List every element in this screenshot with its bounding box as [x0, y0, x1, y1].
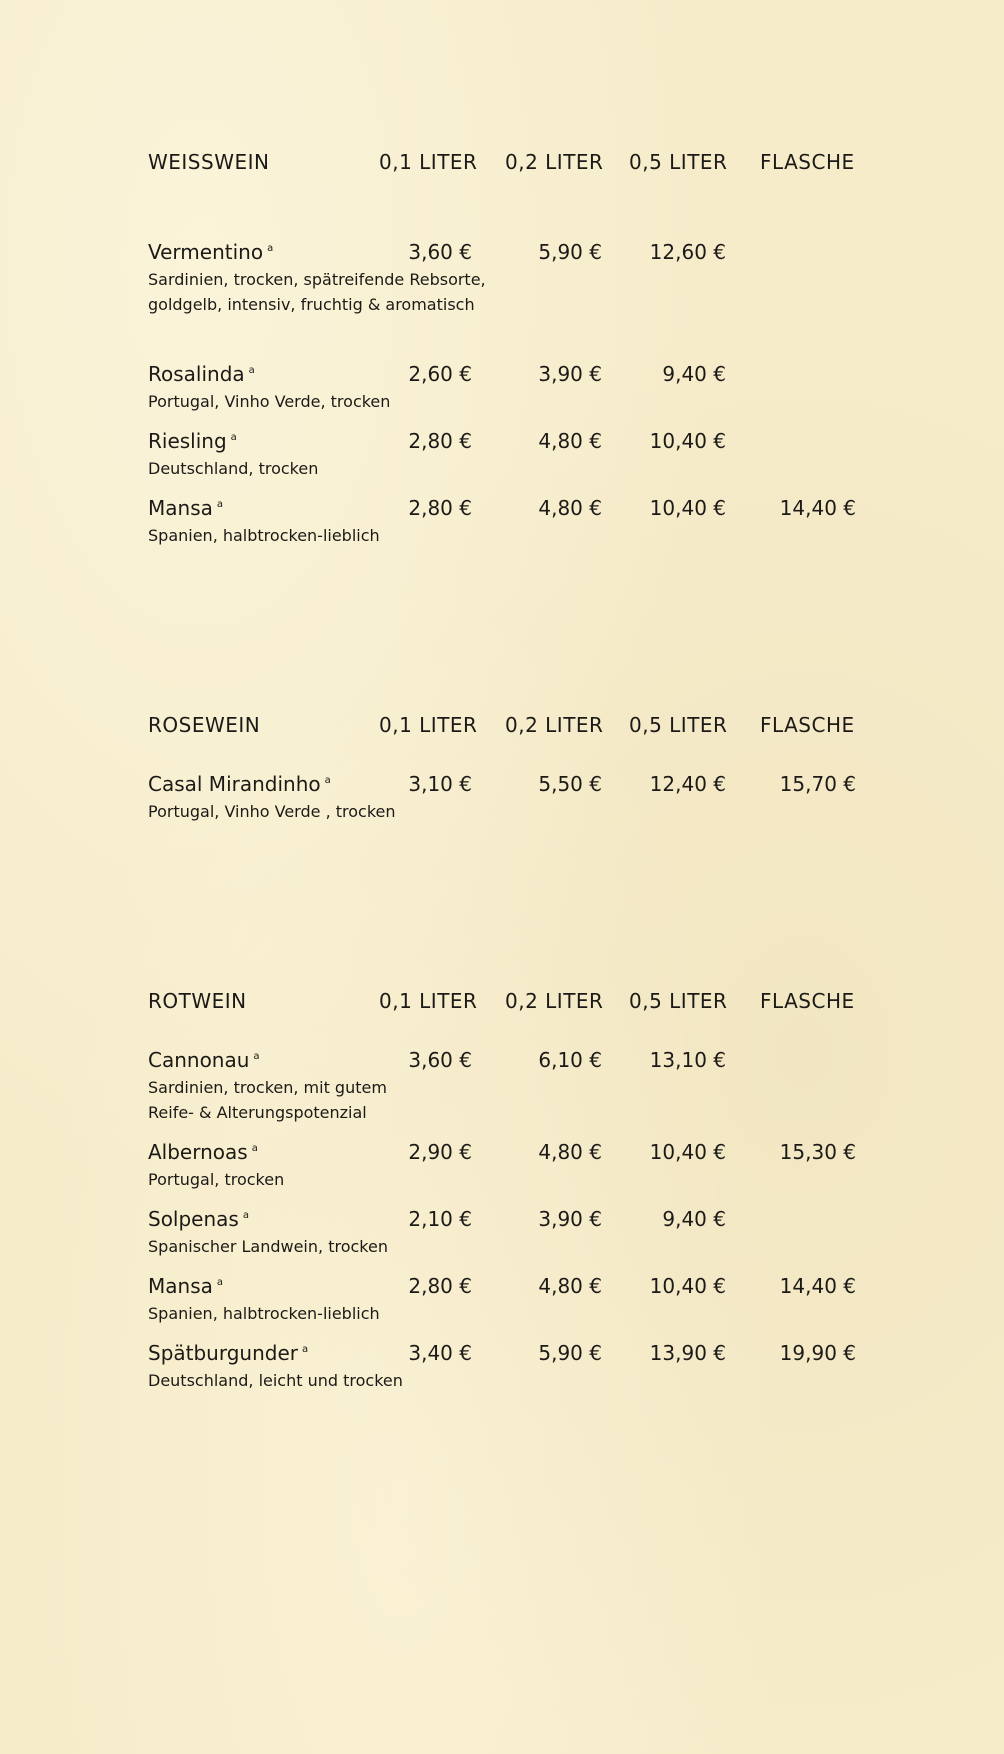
section-header: [148, 989, 860, 1019]
price-0-5-liter: 12,60 €: [649, 240, 726, 264]
footnote-mark: a: [242, 1210, 249, 1222]
column-header-0-2-liter: 0,2 LITER: [505, 989, 604, 1013]
price-flasche: 14,40 €: [779, 1274, 856, 1298]
column-header-0-5-liter: 0,5 LITER: [629, 989, 728, 1013]
footnote-mark: a: [251, 1143, 258, 1155]
price-0-1-liter: 2,80 €: [408, 1274, 472, 1298]
price-0-1-liter: 2,90 €: [408, 1140, 472, 1164]
price-0-1-liter: 3,10 €: [408, 772, 472, 796]
price-0-1-liter: 3,40 €: [408, 1341, 472, 1365]
price-0-1-liter: 2,80 €: [408, 429, 472, 453]
wine-description: Deutschland, leicht und trocken: [148, 1371, 403, 1390]
price-0-2-liter: 4,80 €: [538, 429, 602, 453]
wine-name: Casal Mirandinho $^a$: [148, 772, 331, 796]
price-0-5-liter: 9,40 €: [662, 1207, 726, 1231]
wine-name: Mansa $^a$: [148, 1274, 224, 1298]
section-header: [148, 713, 860, 743]
wine-name: Solpenas $^a$: [148, 1207, 249, 1231]
wine-name: Albernoas $^a$: [148, 1140, 258, 1164]
wine-description: Portugal, Vinho Verde , trocken: [148, 802, 396, 821]
column-header-0-2-liter: 0,2 LITER: [505, 150, 604, 174]
price-0-2-liter: 3,90 €: [538, 362, 602, 386]
price-0-5-liter: 10,40 €: [649, 429, 726, 453]
price-flasche: 14,40 €: [779, 496, 856, 520]
column-header-flasche: FLASCHE: [760, 713, 855, 737]
wine-name: Vermentino $^a$: [148, 240, 274, 264]
price-0-5-liter: 12,40 €: [649, 772, 726, 796]
section-rosewein: [148, 713, 860, 821]
wine-description: Spanien, halbtrocken-lieblich: [148, 1304, 380, 1323]
price-0-2-liter: 5,50 €: [538, 772, 602, 796]
price-0-5-liter: 13,90 €: [649, 1341, 726, 1365]
price-0-5-liter: 10,40 €: [649, 1274, 726, 1298]
price-0-1-liter: 2,10 €: [408, 1207, 472, 1231]
column-header-0-5-liter: 0,5 LITER: [629, 713, 728, 737]
footnote-mark: a: [230, 432, 237, 444]
price-0-2-liter: 4,80 €: [538, 1140, 602, 1164]
wine-name: Riesling $^a$: [148, 429, 237, 453]
price-flasche: 15,70 €: [779, 772, 856, 796]
column-header-0-1-liter: 0,1 LITER: [379, 989, 478, 1013]
column-header-flasche: FLASCHE: [760, 150, 855, 174]
footnote-mark: a: [216, 499, 224, 511]
section-title: WEISSWEIN: [148, 150, 270, 174]
column-header-0-1-liter: 0,1 LITER: [379, 713, 478, 737]
price-0-2-liter: 4,80 €: [538, 1274, 602, 1298]
footnote-mark: a: [267, 243, 274, 255]
price-0-5-liter: 10,40 €: [649, 496, 726, 520]
wine-name: Spätburgunder $^a$: [148, 1341, 309, 1365]
footnote-mark: a: [248, 365, 255, 377]
price-0-1-liter: 2,80 €: [408, 496, 472, 520]
price-0-2-liter: 3,90 €: [538, 1207, 602, 1231]
section-header: [148, 150, 860, 180]
price-0-5-liter: 9,40 €: [662, 362, 726, 386]
wine-name: Mansa $^a$: [148, 496, 224, 520]
wine-description: Sardinien, trocken, spätreifende Rebsorte, goldgelb, intensiv, fruchtig & aromatisch: [148, 270, 486, 314]
wine-name: Cannonau $^a$: [148, 1048, 260, 1072]
price-0-5-liter: 10,40 €: [649, 1140, 726, 1164]
column-header-flasche: FLASCHE: [760, 989, 855, 1013]
section-title: ROSEWEIN: [148, 713, 261, 737]
wine-description: Sardinien, trocken, mit gutem Reife- & Alterungspotenzial: [148, 1078, 387, 1122]
price-0-2-liter: 5,90 €: [538, 240, 602, 264]
footnote-mark: a: [324, 775, 331, 787]
wine-description: Spanien, halbtrocken-lieblich: [148, 526, 380, 545]
price-0-1-liter: 2,60 €: [408, 362, 472, 386]
footnote-mark: a: [216, 1277, 224, 1289]
price-0-2-liter: 6,10 €: [538, 1048, 602, 1072]
wine-name: Rosalinda $^a$: [148, 362, 255, 386]
footnote-mark: a: [253, 1051, 260, 1063]
section-weisswein: [148, 150, 860, 545]
column-header-0-2-liter: 0,2 LITER: [505, 713, 604, 737]
section-rotwein: [148, 989, 860, 1390]
section-title: ROTWEIN: [148, 989, 247, 1013]
price-flasche: 15,30 €: [779, 1140, 856, 1164]
price-0-1-liter: 3,60 €: [408, 240, 472, 264]
footnote-mark: a: [302, 1344, 309, 1356]
column-header-0-1-liter: 0,1 LITER: [379, 150, 478, 174]
price-flasche: 19,90 €: [779, 1341, 856, 1365]
wine-description: Spanischer Landwein, trocken: [148, 1237, 388, 1256]
column-header-0-5-liter: 0,5 LITER: [629, 150, 728, 174]
price-0-2-liter: 4,80 €: [538, 496, 602, 520]
price-0-5-liter: 13,10 €: [649, 1048, 726, 1072]
price-0-1-liter: 3,60 €: [408, 1048, 472, 1072]
wine-description: Portugal, trocken: [148, 1170, 285, 1189]
wine-description: Portugal, Vinho Verde, trocken: [148, 392, 391, 411]
price-0-2-liter: 5,90 €: [538, 1341, 602, 1365]
wine-description: Deutschland, trocken: [148, 459, 319, 478]
